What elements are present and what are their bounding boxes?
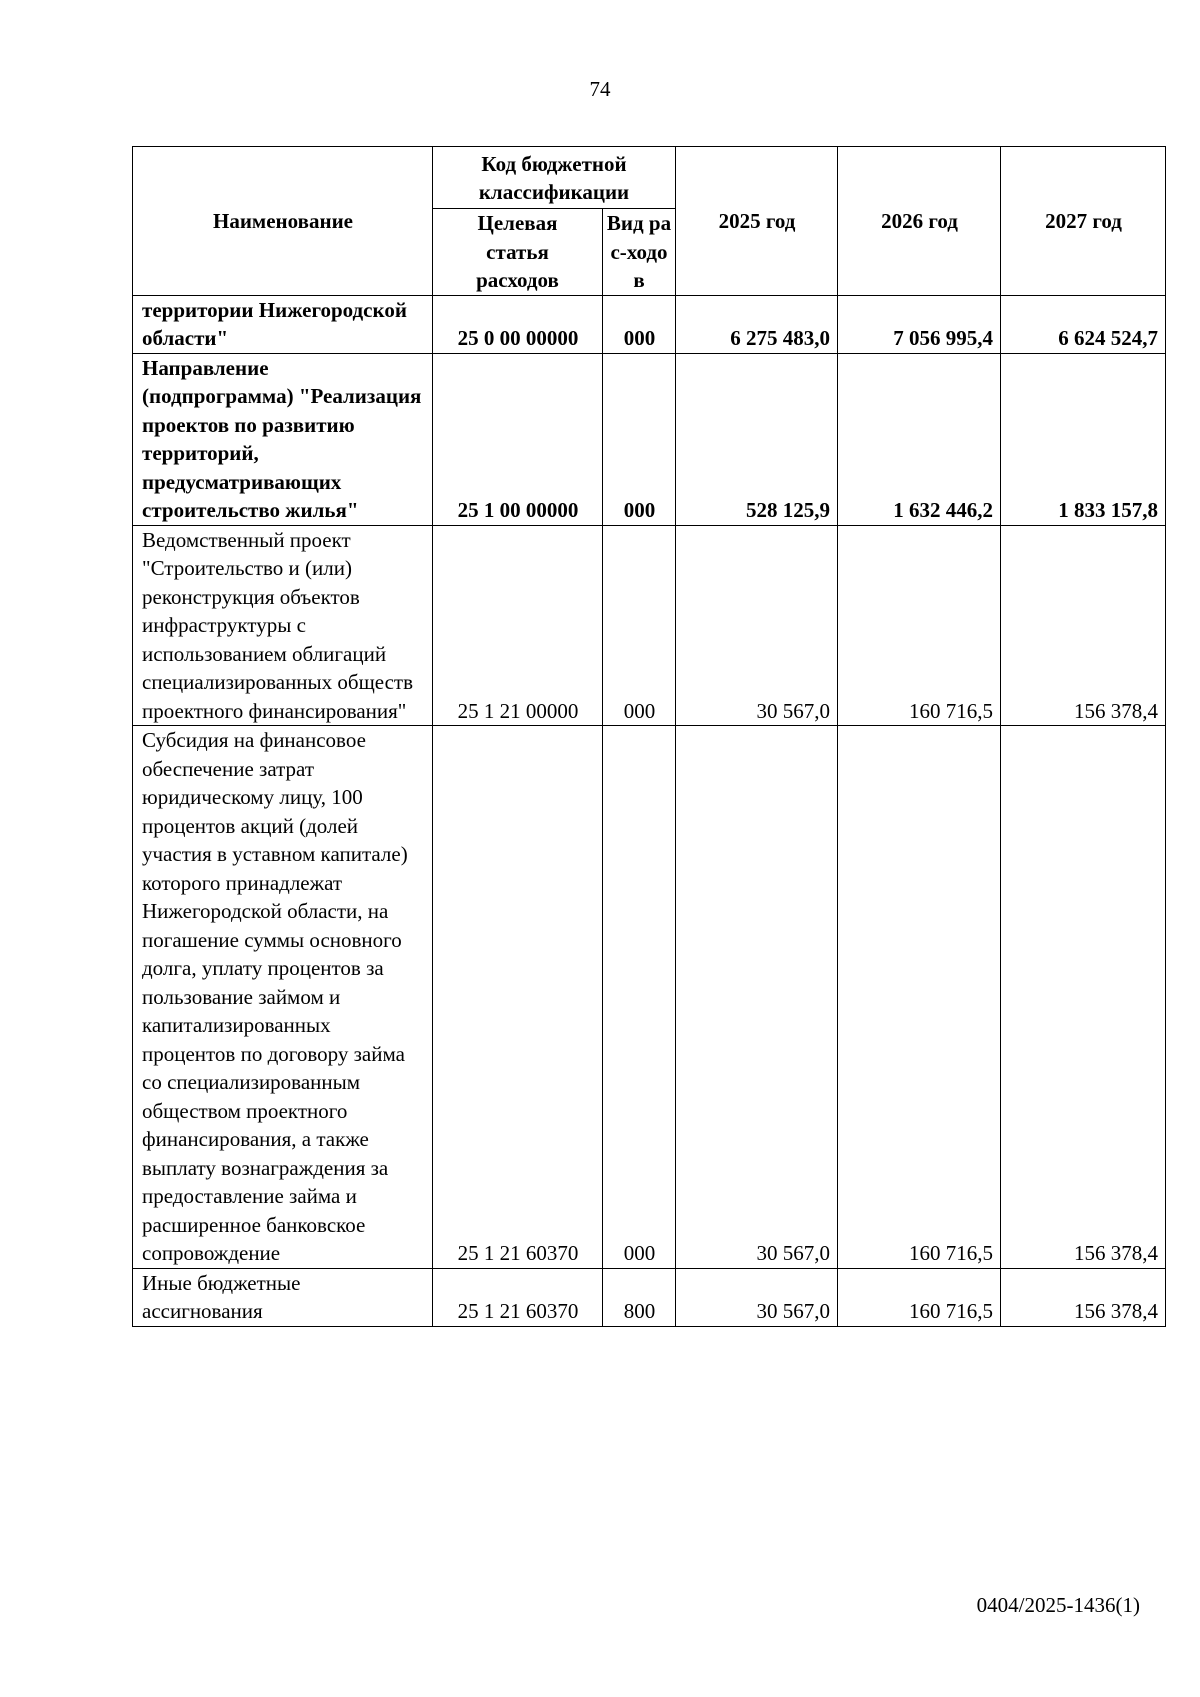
row-code: 25 1 21 60370 bbox=[433, 726, 603, 1269]
row-name: территории Нижегородской области" bbox=[133, 295, 433, 353]
row-2026: 160 716,5 bbox=[838, 525, 1001, 726]
row-2026: 160 716,5 bbox=[838, 1268, 1001, 1326]
row-code: 25 1 00 00000 bbox=[433, 353, 603, 525]
header-2027: 2027 год bbox=[1001, 147, 1166, 296]
row-2025: 30 567,0 bbox=[676, 1268, 838, 1326]
row-2026: 7 056 995,4 bbox=[838, 295, 1001, 353]
table-row bbox=[133, 525, 1166, 726]
row-2025: 30 567,0 bbox=[676, 726, 838, 1269]
row-2027: 6 624 524,7 bbox=[1001, 295, 1166, 353]
row-2027: 156 378,4 bbox=[1001, 1268, 1166, 1326]
row-name: Иные бюджетные ассигнования bbox=[133, 1268, 433, 1326]
page-number: 74 bbox=[589, 77, 611, 101]
header-code-group: Код бюджетной классификации bbox=[433, 147, 676, 209]
row-type: 800 bbox=[603, 1268, 676, 1326]
row-name: Субсидия на финансовое обеспечение затрат юридическому лицу, 100 процентов акций (долей участия в уставном капитале) которого принадлежат Нижегородской области, на погашение суммы основного долга, уплату процентов за пользование займом и капитализированных процентов по договору займа со специализированным обществом проектного финансирования, а также выплату вознаграждения за предоставление займа и расширенное банковское сопровождение bbox=[133, 726, 433, 1269]
row-name: Ведомственный проект "Строительство и (или) реконструкция объектов инфраструктуры с использованием облигаций специализированных обществ проектного финансирования" bbox=[133, 525, 433, 726]
header-expense-type: Вид рас-ходов bbox=[603, 209, 676, 296]
row-code: 25 1 21 00000 bbox=[433, 525, 603, 726]
header-name: Наименование bbox=[133, 147, 433, 296]
row-2025: 6 275 483,0 bbox=[676, 295, 838, 353]
row-2026: 160 716,5 bbox=[838, 726, 1001, 1269]
row-name: Направление (подпрограмма) "Реализация проектов по развитию территорий, предусматривающих строительство жилья" bbox=[133, 353, 433, 525]
row-2025: 30 567,0 bbox=[676, 525, 838, 726]
row-code: 25 1 21 60370 bbox=[433, 1268, 603, 1326]
header-2026: 2026 год bbox=[838, 147, 1001, 296]
header-2025: 2025 год bbox=[676, 147, 838, 296]
budget-table bbox=[132, 146, 1166, 1327]
table-row bbox=[133, 353, 1166, 525]
row-2027: 1 833 157,8 bbox=[1001, 353, 1166, 525]
row-type: 000 bbox=[603, 353, 676, 525]
table-row bbox=[133, 726, 1166, 1269]
header-target-article: Целевая статья расходов bbox=[433, 209, 603, 296]
row-type: 000 bbox=[603, 295, 676, 353]
row-type: 000 bbox=[603, 726, 676, 1269]
row-2026: 1 632 446,2 bbox=[838, 353, 1001, 525]
row-2025: 528 125,9 bbox=[676, 353, 838, 525]
row-code: 25 0 00 00000 bbox=[433, 295, 603, 353]
row-2027: 156 378,4 bbox=[1001, 525, 1166, 726]
document-code: 0404/2025-1436(1) bbox=[976, 1593, 1140, 1617]
table-row bbox=[133, 295, 1166, 353]
row-type: 000 bbox=[603, 525, 676, 726]
table-row bbox=[133, 1268, 1166, 1326]
row-2027: 156 378,4 bbox=[1001, 726, 1166, 1269]
